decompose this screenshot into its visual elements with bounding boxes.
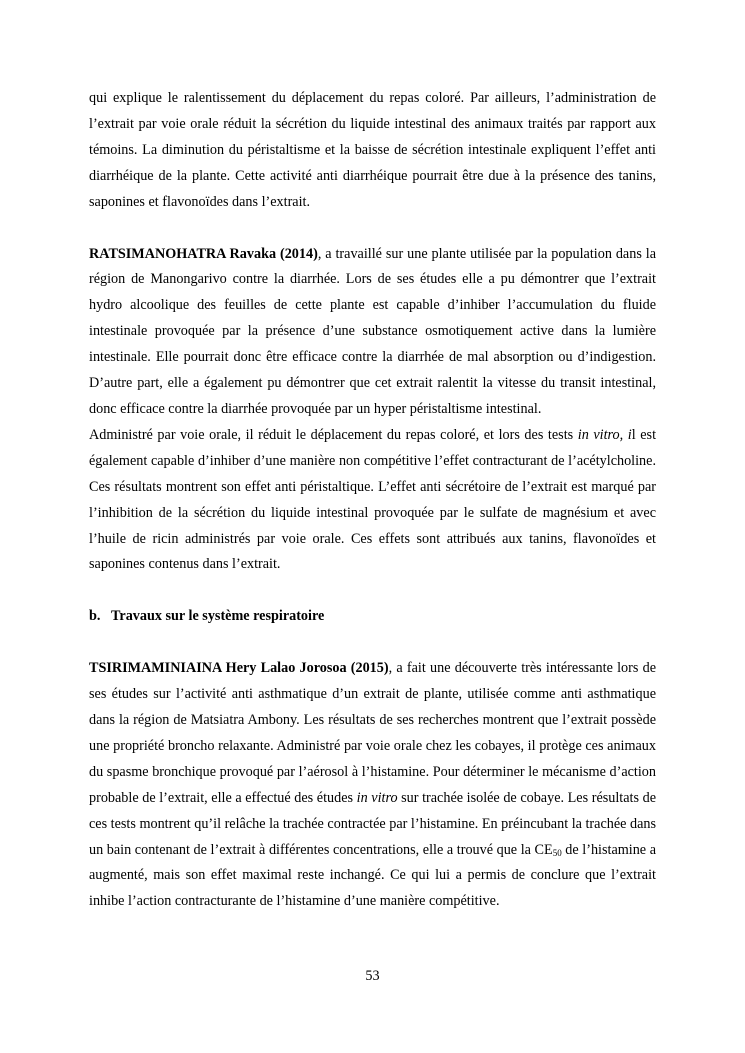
section-number: b. xyxy=(89,608,101,625)
paragraph-body-part3: de l’histamine a augmenté, mais son effet maximal reste inchangé. Ce qui lui a permis de conclure que l’extrait inhibe l’action contracturante de l’histamine d’une manière compétitive. xyxy=(89,841,656,910)
section-title: Travaux sur le système respiratoire xyxy=(111,608,325,625)
document-page xyxy=(89,86,656,915)
paragraph-intro-text: qui explique le ralentissement du déplacement du repas coloré. Par ailleurs, l’administration de l’extrait par voie orale réduit la sécrétion du liquide intestinal des animaux traités par rapport aux témoins. La diminution du péristaltisme et la baisse de sécrétion intestinale expliquent l’effet anti diarrhéique de la plante. Cette activité anti diarrhéique pourrait être due à la présence des tanins, saponines et flavonoïdes dans l’extrait. xyxy=(89,90,656,210)
author-citation: TSIRIMAMINIAINA Hery Lalao Jorosoa (2015) xyxy=(89,660,389,677)
spacer xyxy=(89,630,656,656)
spacer xyxy=(89,216,656,242)
page-number: 53 xyxy=(365,968,380,984)
subscript-50: 50 xyxy=(552,847,562,858)
italic-term: in vitro, i xyxy=(577,426,632,443)
section-heading xyxy=(89,604,656,630)
paragraph-body: , a travaillé sur une plante utilisée par la population dans la région de Manongarivo contre la diarrhée. Lors de ses études elle a pu démontrer que l’extrait hydro alcoolique des feuilles de cette plante est capable d’inhiber l’accumulation du fluide intestinale provoquée par la présence d’une substance osmotiquement active dans la lumière intestinale. Elle pourrait donc être efficace contre la diarrhée de mal absorption ou d’indigestion. D’autre part, elle a également pu démontrer que cet extrait ralentit la vitesse du transit intestinal, donc efficace contre la diarrhée provoquée par un hyper péristaltisme intestinal. xyxy=(89,245,656,417)
paragraph-body-part2: sur trachée isolée de cobaye. Les résultats de ces tests montrent qu’il relâche la trachée contractée par l’histamine. En préincubant la trachée dans un bain contenant de l’extrait à différentes concentrations, elle a trouvé que la CE xyxy=(89,789,656,858)
author-citation: RATSIMANOHATRA Ravaka (2014) xyxy=(89,245,318,262)
spacer xyxy=(89,578,656,604)
paragraph-body-start: Administré par voie orale, il réduit le déplacement du repas coloré, et lors des tests xyxy=(89,426,578,443)
paragraph-body-part1: , a fait une découverte très intéressante lors de ses études sur l’activité anti asthmatique d’un extrait de plante, utilisée comme anti asthmatique dans la région de Matsiatra Ambony. Les résultats de ses recherches montrent que l’extrait possède une propriété broncho relaxante. Administré par voie orale chez les cobayes, il protège ces animaux du spasme bronchique provoqué par l’aérosol à l’histamine. Pour déterminer le mécanisme d’action probable de l’extrait, elle a effectué des études xyxy=(89,660,656,806)
paragraph-administration xyxy=(89,423,656,578)
paragraph-ratsimanohatra xyxy=(89,242,656,423)
paragraph-body-end: l est également capable d’inhiber d’une manière non compétitive l’effet contracturant de l’acétylcholine. Ces résultats montrent son effet anti péristaltique. L’effet anti sécrétoire de l’extrait est marqué par l’inhibition de la sécrétion du liquide intestinal provoquée par le sulfate de magnésium et avec l’huile de ricin administrés par voie orale. Ces effets sont attribués aux tanins, flavonoïdes et saponines contenus dans l’extrait. xyxy=(89,426,657,573)
italic-term: in vitro xyxy=(356,789,398,806)
paragraph-tsirimaminiaina xyxy=(89,656,656,915)
paragraph-intro xyxy=(89,86,656,216)
